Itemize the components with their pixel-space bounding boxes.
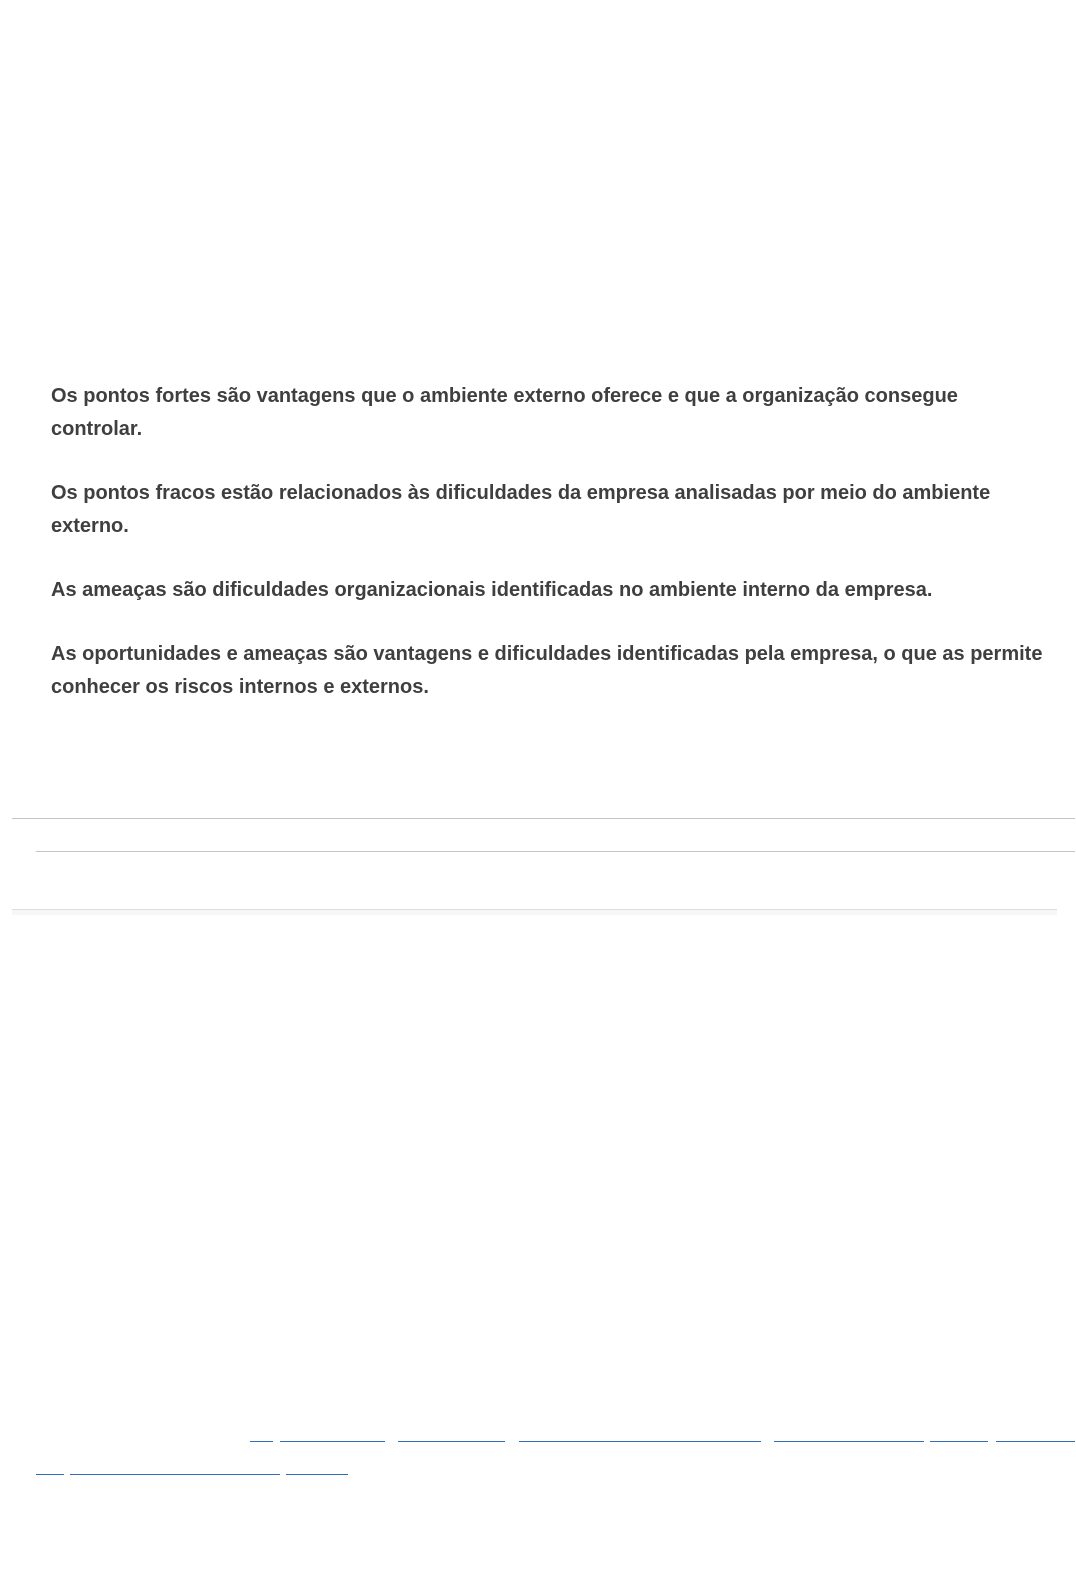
footer-link[interactable] bbox=[70, 1474, 280, 1475]
footer-link[interactable] bbox=[519, 1441, 761, 1442]
answer-option-3[interactable]: As ameaças são dificuldades organizacionais identificadas no ambiente interno da empresa. bbox=[51, 579, 933, 601]
footer-link[interactable] bbox=[930, 1441, 988, 1442]
footer-link[interactable] bbox=[774, 1441, 924, 1442]
footer-link[interactable] bbox=[398, 1441, 505, 1442]
divider-top bbox=[12, 818, 1075, 819]
footer-link[interactable] bbox=[280, 1441, 385, 1442]
footer-link[interactable] bbox=[250, 1441, 273, 1442]
footer-link[interactable] bbox=[36, 1474, 64, 1475]
answer-option-2[interactable]: Os pontos fracos estão relacionados às dificuldades da empresa analisadas por meio do ambiente externo. bbox=[51, 482, 991, 537]
answer-option-1[interactable]: Os pontos fortes são vantagens que o ambiente externo oferece e que a organização consegue controlar. bbox=[51, 385, 958, 440]
answer-options bbox=[51, 380, 1051, 735]
divider-bottom bbox=[12, 909, 1057, 915]
divider-inner bbox=[36, 851, 1075, 852]
footer-link[interactable] bbox=[286, 1474, 348, 1475]
answer-option-4[interactable]: As oportunidades e ameaças são vantagens e dificuldades identificadas pela empresa, o que as permite conhecer os riscos internos e externos. bbox=[51, 643, 1043, 698]
footer-link[interactable] bbox=[996, 1441, 1075, 1442]
